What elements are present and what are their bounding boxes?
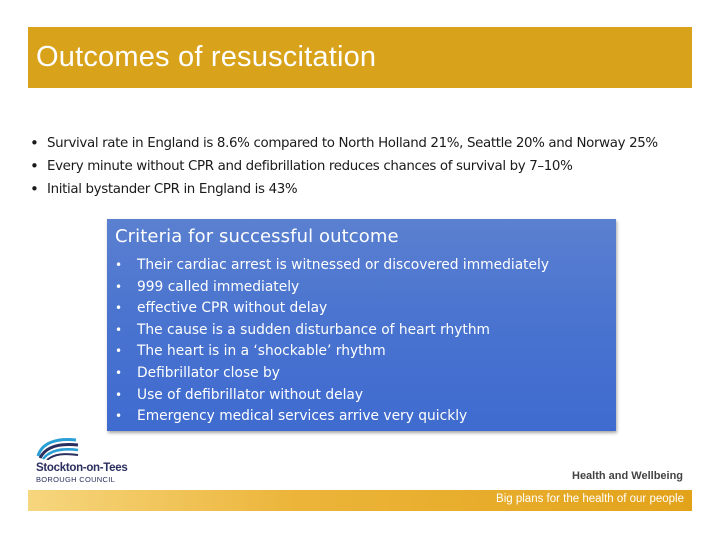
criteria-item (115, 277, 549, 299)
bullet-dot-icon: • (115, 365, 123, 380)
bullet-dot-icon: • (115, 344, 123, 359)
criteria-item-text: effective CPR without delay (137, 300, 328, 317)
criteria-item (115, 341, 549, 363)
criteria-item-text: Emergency medical services arrive very quickly (137, 408, 468, 425)
criteria-heading: Criteria for successful outcome (115, 226, 399, 247)
criteria-item (115, 385, 549, 407)
main-bullet (30, 155, 700, 178)
slide-title: Outcomes of resuscitation (36, 41, 377, 73)
criteria-item (115, 320, 549, 342)
bullet-dot-icon: • (115, 258, 123, 272)
main-bullet-text: Every minute without CPR and defibrillation reduces chances of survival by 7–10% (47, 159, 573, 174)
main-bullet-text: Initial bystander CPR in England is 43% (47, 182, 298, 197)
criteria-item (115, 255, 549, 277)
criteria-list (115, 255, 549, 428)
bullet-dot-icon: • (115, 409, 123, 424)
main-bullet (30, 132, 700, 155)
bullet-dot-icon: • (30, 180, 39, 198)
section-label: Health and Wellbeing (572, 470, 684, 482)
criteria-item (115, 363, 549, 385)
bullet-dot-icon: • (115, 387, 123, 402)
council-swirl-icon (36, 436, 80, 460)
criteria-item-text: Defibrillator close by (137, 364, 280, 381)
criteria-item-text: 999 called immediately (137, 278, 300, 295)
criteria-item-text: The cause is a sudden disturbance of heart rhythm (137, 321, 490, 338)
bullet-dot-icon: • (115, 322, 123, 337)
criteria-item-text: The heart is in a ‘shockable’ rhythm (137, 343, 386, 360)
bullet-dot-icon: • (30, 157, 39, 175)
bullet-dot-icon: • (115, 279, 123, 294)
bullet-dot-icon: • (30, 134, 39, 152)
main-bullet (30, 178, 700, 201)
council-logo (36, 436, 136, 486)
footer-bar (28, 490, 692, 511)
criteria-item (115, 406, 549, 428)
title-bar (28, 27, 692, 88)
criteria-item (115, 298, 549, 320)
main-bullet-text: Survival rate in England is 8.6% compared to North Holland 21%, Seattle 20% and Norway 25% (47, 136, 658, 151)
bullet-dot-icon: • (115, 301, 123, 316)
council-logo-sub: BOROUGH COUNCIL (36, 475, 116, 484)
criteria-box (107, 219, 616, 431)
criteria-item-text: Use of defibrillator without delay (137, 386, 364, 403)
footer-tagline: Big plans for the health of our people (496, 493, 684, 505)
main-bullet-list (30, 132, 700, 201)
council-logo-name: Stockton-on-Tees (36, 462, 128, 474)
criteria-item-text: Their cardiac arrest is witnessed or discovered immediately (137, 257, 550, 273)
